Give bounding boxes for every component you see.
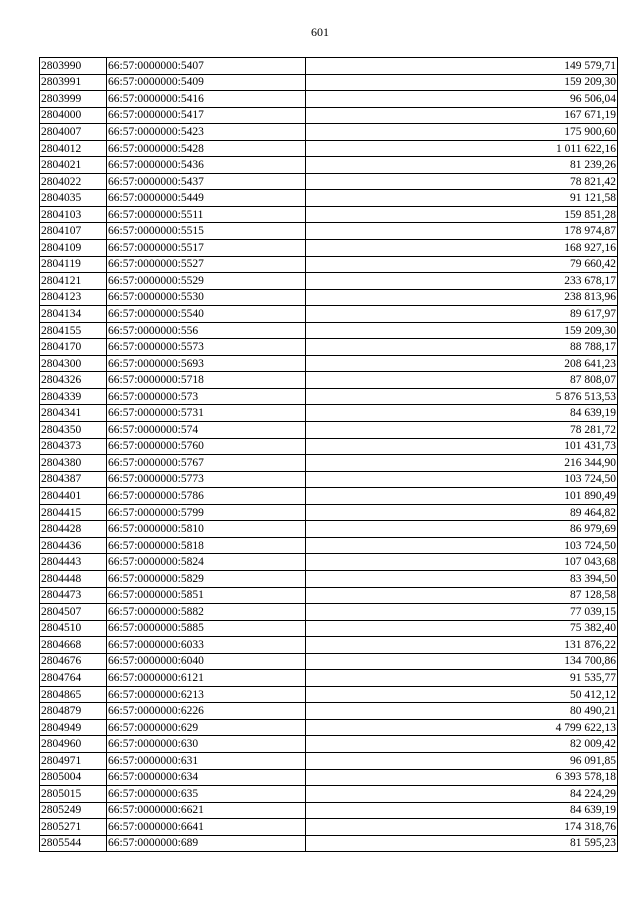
cadastral-number-cell: 66:57:0000000:689: [107, 835, 306, 852]
amount-cell: 89 617,97: [306, 306, 618, 323]
amount-cell: 80 490,21: [306, 703, 618, 720]
row-id-cell: 2804300: [40, 355, 107, 372]
row-id-cell: 2804401: [40, 488, 107, 505]
table-row: [40, 521, 618, 538]
amount-cell: 81 595,23: [306, 835, 618, 852]
cadastral-number-cell: 66:57:0000000:629: [107, 719, 306, 736]
row-id-cell: 2805271: [40, 819, 107, 836]
table-row: [40, 570, 618, 587]
cadastral-number-cell: 66:57:0000000:5449: [107, 190, 306, 207]
row-id-cell: 2804123: [40, 289, 107, 306]
table-row: [40, 388, 618, 405]
cadastral-number-cell: 66:57:0000000:5851: [107, 587, 306, 604]
table-row: [40, 802, 618, 819]
table-row: [40, 58, 618, 75]
table-row: [40, 504, 618, 521]
cadastral-number-cell: 66:57:0000000:6621: [107, 802, 306, 819]
cadastral-number-cell: 66:57:0000000:5436: [107, 157, 306, 174]
row-id-cell: 2804155: [40, 322, 107, 339]
amount-cell: 78 281,72: [306, 422, 618, 439]
table-row: [40, 405, 618, 422]
cadastral-number-cell: 66:57:0000000:5786: [107, 488, 306, 505]
row-id-cell: 2804507: [40, 604, 107, 621]
table-row: [40, 107, 618, 124]
table-row: [40, 223, 618, 240]
table-row: [40, 173, 618, 190]
row-id-cell: 2804865: [40, 686, 107, 703]
amount-cell: 159 209,30: [306, 322, 618, 339]
cadastral-number-cell: 66:57:0000000:5693: [107, 355, 306, 372]
amount-cell: 88 788,17: [306, 339, 618, 356]
cadastral-number-cell: 66:57:0000000:5760: [107, 438, 306, 455]
table-row: [40, 769, 618, 786]
table-row: [40, 471, 618, 488]
row-id-cell: 2804510: [40, 620, 107, 637]
cadastral-number-cell: 66:57:0000000:635: [107, 786, 306, 803]
amount-cell: 91 121,58: [306, 190, 618, 207]
row-id-cell: 2804021: [40, 157, 107, 174]
row-id-cell: 2804949: [40, 719, 107, 736]
table-row: [40, 736, 618, 753]
cadastral-number-cell: 66:57:0000000:631: [107, 752, 306, 769]
amount-cell: 101 890,49: [306, 488, 618, 505]
cadastral-number-cell: 66:57:0000000:5885: [107, 620, 306, 637]
table-row: [40, 670, 618, 687]
amount-cell: 83 394,50: [306, 570, 618, 587]
row-id-cell: 2804387: [40, 471, 107, 488]
amount-cell: 91 535,77: [306, 670, 618, 687]
cadastral-number-cell: 66:57:0000000:5428: [107, 140, 306, 157]
row-id-cell: 2804134: [40, 306, 107, 323]
row-id-cell: 2804012: [40, 140, 107, 157]
cadastral-number-cell: 66:57:0000000:5799: [107, 504, 306, 521]
table-row: [40, 355, 618, 372]
table-row: [40, 488, 618, 505]
row-id-cell: 2804448: [40, 570, 107, 587]
cadastral-number-cell: 66:57:0000000:630: [107, 736, 306, 753]
row-id-cell: 2804119: [40, 256, 107, 273]
amount-cell: 175 900,60: [306, 124, 618, 141]
amount-cell: 86 979,69: [306, 521, 618, 538]
amount-cell: 77 039,15: [306, 604, 618, 621]
row-id-cell: 2804022: [40, 173, 107, 190]
amount-cell: 216 344,90: [306, 455, 618, 472]
row-id-cell: 2804373: [40, 438, 107, 455]
amount-cell: 208 641,23: [306, 355, 618, 372]
row-id-cell: 2805249: [40, 802, 107, 819]
table-row: [40, 438, 618, 455]
row-id-cell: 2804436: [40, 537, 107, 554]
cadastral-number-cell: 66:57:0000000:5416: [107, 91, 306, 108]
amount-cell: 238 813,96: [306, 289, 618, 306]
row-id-cell: 2804764: [40, 670, 107, 687]
table-row: [40, 686, 618, 703]
table-row: [40, 339, 618, 356]
amount-cell: 174 318,76: [306, 819, 618, 836]
table-row: [40, 719, 618, 736]
row-id-cell: 2804341: [40, 405, 107, 422]
row-id-cell: 2804676: [40, 653, 107, 670]
amount-cell: 89 464,82: [306, 504, 618, 521]
table-row: [40, 620, 618, 637]
amount-cell: 96 506,04: [306, 91, 618, 108]
cadastral-number-cell: 66:57:0000000:6641: [107, 819, 306, 836]
amount-cell: 87 128,58: [306, 587, 618, 604]
table-row: [40, 786, 618, 803]
cadastral-number-cell: 66:57:0000000:5573: [107, 339, 306, 356]
amount-cell: 4 799 622,13: [306, 719, 618, 736]
row-id-cell: 2804103: [40, 206, 107, 223]
data-table: [39, 57, 618, 852]
amount-cell: 101 431,73: [306, 438, 618, 455]
row-id-cell: 2803991: [40, 74, 107, 91]
cadastral-number-cell: 66:57:0000000:6040: [107, 653, 306, 670]
table-row: [40, 653, 618, 670]
table-row: [40, 140, 618, 157]
cadastral-number-cell: 66:57:0000000:5529: [107, 273, 306, 290]
cadastral-number-cell: 66:57:0000000:6121: [107, 670, 306, 687]
amount-cell: 84 639,19: [306, 802, 618, 819]
table-row: [40, 587, 618, 604]
amount-cell: 233 678,17: [306, 273, 618, 290]
row-id-cell: 2805544: [40, 835, 107, 852]
cadastral-number-cell: 66:57:0000000:634: [107, 769, 306, 786]
row-id-cell: 2804428: [40, 521, 107, 538]
row-id-cell: 2804339: [40, 388, 107, 405]
table-row: [40, 306, 618, 323]
cadastral-number-cell: 66:57:0000000:5407: [107, 58, 306, 75]
cadastral-number-cell: 66:57:0000000:5409: [107, 74, 306, 91]
table-row: [40, 537, 618, 554]
table-row: [40, 206, 618, 223]
row-id-cell: 2804007: [40, 124, 107, 141]
table-row: [40, 422, 618, 439]
row-id-cell: 2804035: [40, 190, 107, 207]
amount-cell: 81 239,26: [306, 157, 618, 174]
cadastral-number-cell: 66:57:0000000:6226: [107, 703, 306, 720]
row-id-cell: 2804473: [40, 587, 107, 604]
table-row: [40, 91, 618, 108]
table-row: [40, 240, 618, 257]
row-id-cell: 2804415: [40, 504, 107, 521]
row-id-cell: 2804326: [40, 372, 107, 389]
table-row: [40, 637, 618, 654]
row-id-cell: 2804960: [40, 736, 107, 753]
cadastral-number-cell: 66:57:0000000:5824: [107, 554, 306, 571]
cadastral-number-cell: 66:57:0000000:5773: [107, 471, 306, 488]
row-id-cell: 2804109: [40, 240, 107, 257]
cadastral-number-cell: 66:57:0000000:5530: [107, 289, 306, 306]
cadastral-number-cell: 66:57:0000000:556: [107, 322, 306, 339]
page-number: 601: [311, 25, 329, 39]
row-id-cell: 2804443: [40, 554, 107, 571]
amount-cell: 149 579,71: [306, 58, 618, 75]
table-row: [40, 372, 618, 389]
row-id-cell: 2803999: [40, 91, 107, 108]
cadastral-number-cell: 66:57:0000000:6033: [107, 637, 306, 654]
row-id-cell: 2805004: [40, 769, 107, 786]
cadastral-number-cell: 66:57:0000000:573: [107, 388, 306, 405]
table-row: [40, 455, 618, 472]
amount-cell: 50 412,12: [306, 686, 618, 703]
table-row: [40, 835, 618, 852]
cadastral-number-cell: 66:57:0000000:5417: [107, 107, 306, 124]
table-row: [40, 752, 618, 769]
row-id-cell: 2804170: [40, 339, 107, 356]
amount-cell: 6 393 578,18: [306, 769, 618, 786]
cadastral-number-cell: 66:57:0000000:5767: [107, 455, 306, 472]
amount-cell: 87 808,07: [306, 372, 618, 389]
row-id-cell: 2804121: [40, 273, 107, 290]
table-row: [40, 703, 618, 720]
amount-cell: 78 821,42: [306, 173, 618, 190]
amount-cell: 84 224,29: [306, 786, 618, 803]
cadastral-number-cell: 66:57:0000000:6213: [107, 686, 306, 703]
table-row: [40, 322, 618, 339]
row-id-cell: 2804879: [40, 703, 107, 720]
amount-cell: 1 011 622,16: [306, 140, 618, 157]
cadastral-number-cell: 66:57:0000000:5731: [107, 405, 306, 422]
row-id-cell: 2804107: [40, 223, 107, 240]
table-row: [40, 819, 618, 836]
amount-cell: 84 639,19: [306, 405, 618, 422]
table-row: [40, 554, 618, 571]
table-row: [40, 289, 618, 306]
amount-cell: 159 209,30: [306, 74, 618, 91]
row-id-cell: 2804000: [40, 107, 107, 124]
amount-cell: 96 091,85: [306, 752, 618, 769]
cadastral-number-cell: 66:57:0000000:5718: [107, 372, 306, 389]
amount-cell: 131 876,22: [306, 637, 618, 654]
amount-cell: 79 660,42: [306, 256, 618, 273]
cadastral-number-cell: 66:57:0000000:5818: [107, 537, 306, 554]
amount-cell: 75 382,40: [306, 620, 618, 637]
row-id-cell: 2804380: [40, 455, 107, 472]
cadastral-number-cell: 66:57:0000000:5437: [107, 173, 306, 190]
amount-cell: 159 851,28: [306, 206, 618, 223]
cadastral-number-cell: 66:57:0000000:5423: [107, 124, 306, 141]
cadastral-number-cell: 66:57:0000000:5540: [107, 306, 306, 323]
table-row: [40, 157, 618, 174]
table-row: [40, 256, 618, 273]
cadastral-number-cell: 66:57:0000000:5810: [107, 521, 306, 538]
amount-cell: 168 927,16: [306, 240, 618, 257]
table-body: [40, 58, 618, 852]
row-id-cell: 2805015: [40, 786, 107, 803]
cadastral-number-cell: 66:57:0000000:5515: [107, 223, 306, 240]
amount-cell: 178 974,87: [306, 223, 618, 240]
cadastral-number-cell: 66:57:0000000:5829: [107, 570, 306, 587]
amount-cell: 134 700,86: [306, 653, 618, 670]
row-id-cell: 2804668: [40, 637, 107, 654]
cadastral-number-cell: 66:57:0000000:5517: [107, 240, 306, 257]
cadastral-number-cell: 66:57:0000000:5882: [107, 604, 306, 621]
row-id-cell: 2804350: [40, 422, 107, 439]
table-row: [40, 190, 618, 207]
row-id-cell: 2803990: [40, 58, 107, 75]
row-id-cell: 2804971: [40, 752, 107, 769]
amount-cell: 82 009,42: [306, 736, 618, 753]
amount-cell: 103 724,50: [306, 537, 618, 554]
cadastral-number-cell: 66:57:0000000:5527: [107, 256, 306, 273]
amount-cell: 167 671,19: [306, 107, 618, 124]
amount-cell: 103 724,50: [306, 471, 618, 488]
cadastral-number-cell: 66:57:0000000:574: [107, 422, 306, 439]
table-row: [40, 124, 618, 141]
table-row: [40, 273, 618, 290]
table-row: [40, 604, 618, 621]
amount-cell: 107 043,68: [306, 554, 618, 571]
cadastral-number-cell: 66:57:0000000:5511: [107, 206, 306, 223]
amount-cell: 5 876 513,53: [306, 388, 618, 405]
table-row: [40, 74, 618, 91]
